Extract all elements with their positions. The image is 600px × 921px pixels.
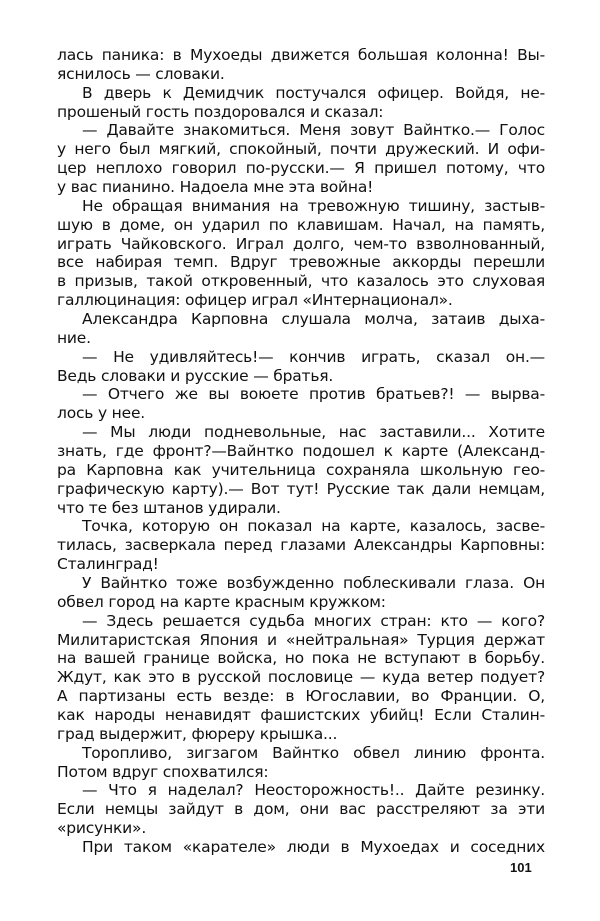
text-line: в призыв, такой откровенный, что казалось это слуховая [57,272,545,290]
page-number: 101 [510,860,532,875]
text-line: А партизаны есть везде: в Югославии, во Франции. О, [57,687,545,705]
text-line: При таком «карателе» люди в Мухоедах и соседних [82,838,545,856]
text-line: — Отчего же вы воюете против братьев?! — вырва- [82,385,545,403]
text-line: Не обращая внимания на тревожную тишину, застыв- [82,197,545,215]
text-line: лась паника: в Мухоеды движется большая колонна! Вы- [57,46,545,64]
text-line: У Вайнтко тоже возбужденно поблескивали глаза. Он [82,574,545,592]
text-line: все набирая темп. Вдруг тревожные аккорды перешли [57,253,545,271]
text-line: — Здесь решается судьба многих стран: кто — кого? [82,612,545,630]
text-line: ние. [57,329,91,347]
text-line: Сталинград! [57,555,159,573]
text-line: шую в доме, он ударил по клавишам. Начал, на память, [57,216,545,234]
text-line: прошеный гость поздоровался и сказал: [57,103,384,121]
text-line: Потом вдруг спохватился: [57,763,269,781]
text-line: обвел город на карте красным кружком: [57,593,386,611]
text-line: играть Чайковского. Играл долго, чем-то взволнованный, [57,235,545,253]
text-line: «рисунки». [57,819,147,837]
text-line: — Мы люди подневольные, нас заставили... Хотите [82,423,545,441]
text-line: лось у нее. [57,404,146,422]
text-line: цер неплохо говорил по-русски.— Я пришел потому, что [57,159,545,177]
text-line: Если немцы зайдут в дом, они вас расстреляют за эти [57,800,545,818]
text-line: Александра Карповна слушала молча, затаив дыха- [82,310,545,328]
text-line: у него был мягкий, спокойный, почти дружеский. И офи- [57,140,545,158]
text-line: Милитаристская Япония и «нейтральная» Турция держат [57,631,545,649]
text-line: у вас пианино. Надоела мне эта война! [57,178,374,196]
text-line: ра Карповна как учительница сохраняла школьную гео- [57,461,545,479]
text-line: град выдержит, фюреру крышка... [57,725,338,743]
text-line: тилась, засверкала перед глазами Александры Карповны: [57,536,545,554]
text-line: Ведь словаки и русские — братья. [57,367,334,385]
text-line: — Давайте знакомиться. Меня зовут Вайнтко.— Голос [82,121,545,139]
text-line: что те без штанов удирали. [57,499,281,517]
text-line: графическую карту).— Вот тут! Русские так дали немцам, [57,480,545,498]
text-line: Ждут, как это в русской пословице — куда ветер подует? [57,668,545,686]
text-line: галлюцинация: офицер играл «Интернационал». [57,291,453,309]
text-line: — Что я наделал? Неосторожность!.. Дайте резинку. [82,781,545,799]
text-line: на вашей границе войска, но пока не вступают в борьбу. [57,649,545,667]
text-line: как народы ненавидят фашистских убийц! Если Сталин- [57,706,545,724]
text-line: Торопливо, зигзагом Вайнтко обвел линию фронта. [82,744,545,762]
text-line: В дверь к Демидчик постучался офицер. Войдя, не- [82,84,545,102]
text-line: знать, где фронт?—Вайнтко подошел к карте (Александ- [57,442,545,460]
text-line: Точка, которую он показал на карте, казалось, засве- [82,517,545,535]
text-line: яснилось — словаки. [57,65,225,83]
text-line: — Не удивляйтесь!— кончив играть, сказал он.— [82,348,545,366]
